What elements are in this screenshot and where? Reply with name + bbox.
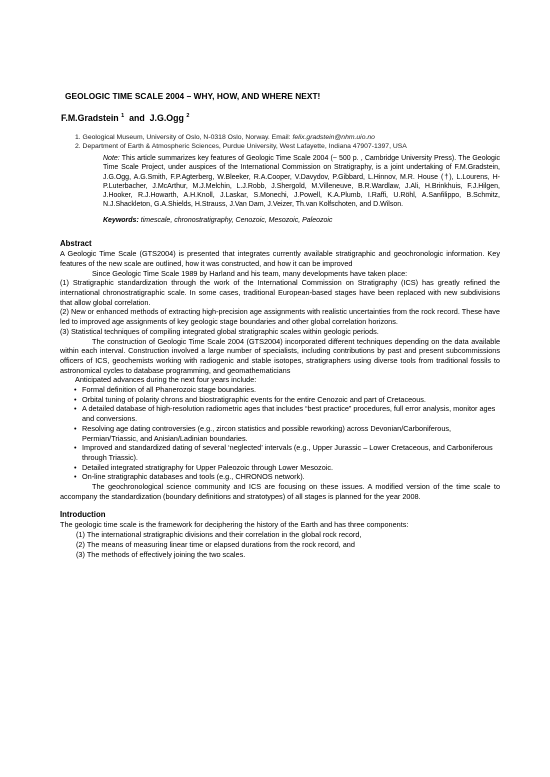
list-item: • Resolving age dating controversies (e.g., zircon statistics and possible reworking) across Devonian/Carboniferous, Permian/Triassic, and Anisian/Ladinian boundaries. (74, 424, 500, 443)
affiliation-2 (75, 143, 500, 152)
abstract-paragraph: The geochronological science community and ICS are focusing on these issues. A modified version of the time scale to accompany the standardization (boundary definitions and stratotypes) of all stages is planned for the year 2008. (60, 482, 500, 501)
affiliation-1 (75, 134, 500, 143)
list-item: • Orbital tuning of polarity chrons and biostratigraphic events for the entire Cenozoic and part of Cretaceous. (74, 395, 500, 405)
affiliation-text: 2. Department of Earth & Atmospheric Sciences, Purdue University, West Lafayette, Indiana 47907-1397, USA (75, 143, 407, 151)
introduction-paragraph: The geologic time scale is the framework for deciphering the history of the Earth and has three components: (60, 520, 409, 530)
author-name: J.G.Ogg (149, 112, 184, 123)
components-list (60, 530, 500, 559)
list-item: • Formal definition of all Phanerozoic stage boundaries. (74, 385, 500, 395)
note-text: This article summarizes key features of Geologic Time Scale 2004 (~ 500 p. , Cambridge University Press). The Geologic Time Scale Project, under auspices of the International Commission on Stratigraphy, is a joint undertaking of F.M.Gradstein, J.G.Ogg, A.G.Smith, F.P.Agterberg, W.Bleeker, R.A.Cooper, V.Davydov, P.Gibbard, L.Hinnov, M.R. House (†), L.Lourens, H-P.Luterbacher, J.McArthur, M.J.Melchin, L.J.Robb, J.Shergold, M.Villeneuve, B.R.Wardlaw, J.Ali, H.Brinkhuis, F.J.Hilgen, J.Hooker, R.J.Howarth, A.H.Knoll, J.Laskar, S.Monechi, J.Powell, K.A.Plumb, I.Raffi, U.Röhl, A.Sanfilippo, B.Schmitz, N.J.Shackleton, G.A.Shields, H.Strauss, J.Van Dam, J.Veizer, Th.van Kolfschoten, and D.Wilson. (103, 155, 500, 209)
note-label: Note: (103, 155, 120, 162)
email-link[interactable]: felix.gradstein@nhm.uio.no (292, 134, 375, 142)
affiliations (75, 134, 500, 152)
list-item: • Improved and standardized dating of several ‘neglected’ intervals (e.g., Upper Jurassic – Lower Cretaceous, and Carboniferous through Triassic). (74, 443, 500, 462)
author-name: F.M.Gradstein (61, 112, 119, 123)
note-paragraph (103, 154, 500, 210)
author-affiliation-marker: 1 (121, 112, 125, 119)
keywords-label: Keywords: (103, 216, 139, 224)
list-item: (2) The means of measuring linear time or elapsed durations from the rock record, and (76, 539, 355, 549)
abstract-paragraph: The construction of Geologic Time Scale 2004 (GTS2004) incorporated different techniques depending on the data available within each interval. Construction involved a large number of specialists, including contributions by past and present subcommissions officers of ICS, geochemists working with radiogenic and stable isotopes, stratigraphers using diverse tools from traditional fossils to astronomical cycles to database programming, and geomathematicians (60, 336, 500, 375)
abstract-paragraph: A Geologic Time Scale (GTS2004) is presented that integrates currently available stratigraphic and geochronologic information. Key features of the new scale are outlined, how it was constructed, and how it can be improved (60, 249, 500, 268)
list-item: (3) The methods of effectively joining the two scales. (76, 549, 246, 559)
list-item: • On-line stratigraphic databases and tools (e.g., CHRONOS network). (74, 472, 500, 482)
affiliation-text: 1. Geological Museum, University of Oslo, N-0318 Oslo, Norway. Email: (75, 134, 293, 142)
keywords (103, 216, 500, 226)
list-item: • Detailed integrated stratigraphy for Upper Paleozoic through Lower Mesozoic. (74, 463, 500, 473)
document-content (60, 92, 500, 559)
introduction-heading: Introduction (60, 510, 106, 520)
abstract-paragraph: (1) Stratigraphic standardization through the work of the International Commission on Stratigraphy (ICS) has greatly refined the international chronostratigraphic scale. In some cases, traditional European-based stages have been replaced with new subdivisions that allow global correlation. (60, 278, 500, 307)
abstract-paragraph: (3) Statistical techniques of compiling integrated global stratigraphic scales within geologic periods. (60, 326, 379, 336)
author-affiliation-marker: 2 (186, 112, 190, 119)
author-join: and (126, 112, 148, 123)
list-item: • A detailed database of high-resolution radiometric ages that includes “best practice” procedures, full error analysis, monitor ages and conversions. (74, 404, 500, 423)
abstract-heading: Abstract (60, 239, 92, 249)
paper-title: GEOLOGIC TIME SCALE 2004 – WHY, HOW, AND WHERE NEXT! (65, 91, 321, 101)
list-item: (1) The international stratigraphic divisions and their correlation in the global rock record, (76, 530, 362, 540)
author-line (61, 112, 500, 124)
advances-list (60, 385, 500, 482)
abstract-paragraph: (2) New or enhanced methods of extracting high-precision age assignments with realistic uncertainties from the rock record. These have led to improved age assignments of key geologic stage boundaries and other global correlation horizons. (60, 307, 500, 327)
abstract-paragraph: Since Geologic Time Scale 1989 by Harland and his team, many developments have taken place: (92, 268, 408, 278)
keywords-value: timescale, chronostratigraphy, Cenozoic, Mesozoic, Paleozoic (140, 216, 333, 224)
abstract-paragraph: Anticipated advances during the next four years include: (75, 375, 257, 385)
